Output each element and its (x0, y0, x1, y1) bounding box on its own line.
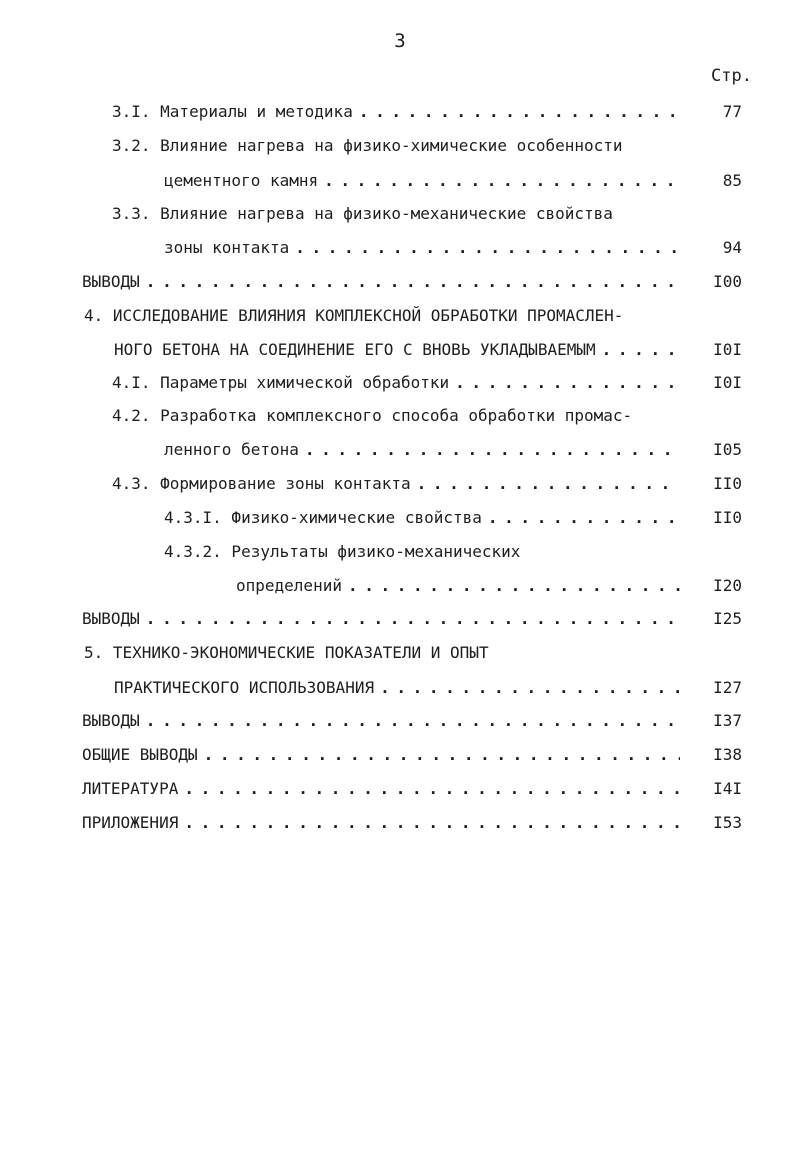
page-number: 3 (394, 30, 406, 52)
toc-entry-page: 85 (722, 171, 742, 190)
toc-entry-continuation (0, 338, 800, 362)
toc-entry (0, 472, 800, 496)
toc-entry (0, 743, 800, 767)
toc-entry-title: 4.3.I. Физико-химические свойства (164, 508, 482, 527)
toc-entry-title-cont: зоны контакта (164, 238, 290, 257)
toc-entry-title: ВЫВОДЫ (82, 272, 140, 291)
toc-entry-continuation (0, 574, 800, 598)
toc-entry-title-cont: ПРАКТИЧЕСКОГО ИСПОЛЬЗОВАНИЯ (114, 678, 375, 697)
toc-entry (0, 404, 800, 428)
toc-entry-page: I05 (713, 440, 742, 459)
toc-entry-title: ВЫВОДЫ (82, 711, 140, 730)
toc-entry-page: I0I (713, 340, 742, 359)
toc-entry-title-cont: НОГО БЕТОНА НА СОЕДИНЕНИЕ ЕГО С ВНОВЬ УКЛАДЫВАЕМЫМ (114, 340, 596, 359)
toc-entry-title: 3.3. Влияние нагрева на физико-механические свойства (112, 204, 613, 223)
toc-entry-title: 5. ТЕХНИКО-ЭКОНОМИЧЕСКИЕ ПОКАЗАТЕЛИ И ОПЫТ (84, 643, 489, 662)
toc-entry (0, 506, 800, 530)
toc-entry-title: ЛИТЕРАТУРА (82, 779, 179, 798)
leader-dots (305, 438, 680, 462)
leader-dots (417, 472, 680, 496)
toc-entry-title: 4.I. Параметры химической обработки (112, 373, 450, 392)
toc-entry-page: I0I (713, 373, 742, 392)
leader-dots (146, 270, 680, 294)
toc-entry-page: I4I (713, 779, 742, 798)
toc-entry-page: I00 (713, 272, 742, 291)
toc-entry-title: 3.2. Влияние нагрева на физико-химические особенности (112, 136, 623, 155)
leader-dots (380, 676, 680, 700)
page-column-label: Стр. (711, 66, 752, 86)
toc-entry-page: I53 (713, 813, 742, 832)
toc-entry-continuation (0, 676, 800, 700)
leader-dots (348, 574, 680, 598)
toc-entry (0, 641, 800, 665)
toc-entry-continuation (0, 438, 800, 462)
toc-entry-title: ВЫВОДЫ (82, 609, 140, 628)
toc-entry-page: 94 (722, 238, 742, 257)
toc-entry-title: ПРИЛОЖЕНИЯ (82, 813, 179, 832)
toc-entry-title: 3.I. Материалы и методика (112, 102, 353, 121)
toc-entry (0, 811, 800, 835)
toc-entry-page: I38 (713, 745, 742, 764)
toc-entry (0, 540, 800, 564)
toc-entry (0, 134, 800, 158)
toc-entry-page: II0 (713, 474, 742, 493)
leader-dots (295, 236, 680, 260)
leader-dots (146, 607, 680, 631)
leader-dots (359, 100, 680, 124)
toc-entry-title: ОБЩИЕ ВЫВОДЫ (82, 745, 198, 764)
toc-entry-page: II0 (713, 508, 742, 527)
leader-dots (602, 338, 680, 362)
toc-entry-title: 4.3.2. Результаты физико-механических (164, 542, 521, 561)
leader-dots (146, 709, 680, 733)
toc-entry-page: I20 (713, 576, 742, 595)
toc-entry-title-cont: цементного камня (164, 171, 319, 190)
toc-entry-continuation (0, 169, 800, 193)
toc-entry-page: I27 (713, 678, 742, 697)
leader-dots (184, 811, 680, 835)
toc-entry-continuation (0, 236, 800, 260)
leader-dots (455, 371, 680, 395)
toc-entry-page: 77 (722, 102, 742, 121)
toc-entry (0, 304, 800, 328)
toc-entry-page: I37 (713, 711, 742, 730)
toc-entry-title: 4.2. Разработка комплексного способа обработки промас- (112, 406, 633, 425)
toc-entry-title-cont: ленного бетона (164, 440, 299, 459)
toc-entry (0, 371, 800, 395)
toc-entry-page: I25 (713, 609, 742, 628)
toc-entry (0, 777, 800, 801)
leader-dots (204, 743, 680, 767)
toc-entry-title: 4. ИССЛЕДОВАНИЕ ВЛИЯНИЯ КОМПЛЕКСНОЙ ОБРАБОТКИ ПРОМАСЛЕН- (84, 306, 624, 325)
toc-entry (0, 270, 800, 294)
toc-entry (0, 709, 800, 733)
toc-entry (0, 100, 800, 124)
toc-entry-title: 4.3. Формирование зоны контакта (112, 474, 411, 493)
leader-dots (324, 169, 680, 193)
toc-entry (0, 607, 800, 631)
toc-entry-title-cont: определений (236, 576, 342, 595)
leader-dots (184, 777, 680, 801)
leader-dots (488, 506, 680, 530)
toc-entry (0, 202, 800, 226)
